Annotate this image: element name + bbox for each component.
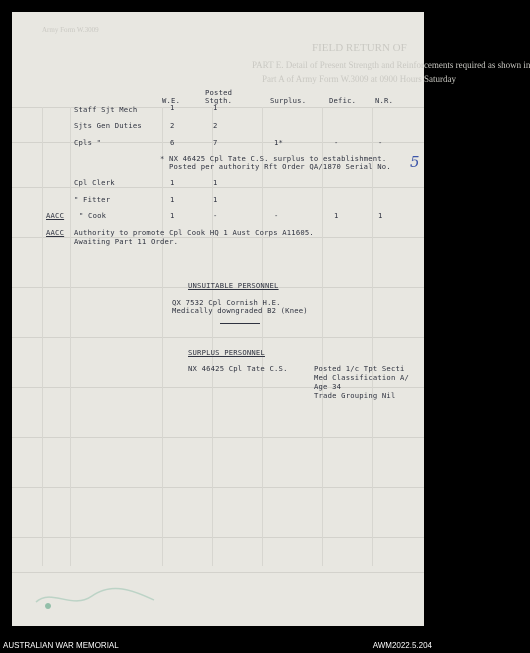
document-sheet: FIELD RETURN OF PART E. Detail of Present Strength and Reinforcements required as shown in Part A of Army Form W.3009 at 0900 Hours Saturday Army Form W.3009 Posted W.E. Stgth. Surplus. Defic. N.R. Staff Sjt Mech 1 1 Sjts Gen Duties 2 2 Cpls " 6 7 1* - - * NX 46425 Cpl Tate C.S. surplus to establishment. Posted per authority Rft Order QA/1870 Serial No. 5 Cpl Clerk 1 1 " Fitter 1 1 AACC " Cook 1 - - 1 1 AACC Authority to promote Cpl Cook HQ 1 Aust Corps A11605. Awaiting Part 11 Order. UNSUITABLE PERSONNEL QX 7532 Cpl Cornish H.E. Medically downgraded B2 (Knee) SURPLUS PERSONNEL NX 46425 Cpl Tate C.S. Posted 1/c Tpt Secti Med Classification A/ Age 34 Trade Grouping Nil — [12, 12, 424, 626]
authority-line1: Authority to promote Cpl Cook HQ 1 Aust Corps A11605. — [74, 228, 314, 237]
row-nr: 1 — [378, 211, 383, 220]
row-stgth: 2 — [213, 121, 218, 130]
column-header-defic: Defic. — [329, 96, 357, 105]
authority-line2: Awaiting Part 11 Order. — [74, 237, 179, 246]
form-bleed-through: FIELD RETURN OF — [312, 42, 407, 54]
row-we: 1 — [170, 178, 175, 187]
surplus-name: NX 46425 Cpl Tate C.S. — [188, 364, 288, 373]
row-stgth: 1 — [213, 178, 218, 187]
surplus-detail: Age 34 — [314, 382, 342, 391]
row-stgth: 7 — [213, 138, 218, 147]
row-label: Staff Sjt Mech — [74, 105, 138, 114]
row-margin-note: AACC — [46, 211, 65, 220]
row-we: 1 — [170, 103, 175, 112]
archive-name: AUSTRALIAN WAR MEMORIAL — [3, 641, 119, 650]
column-header-stgth: Stgth. — [205, 96, 233, 105]
surplus-note-line2: Posted per authority Rft Order QA/1870 Serial No. — [169, 162, 391, 171]
surplus-detail: Trade Grouping Nil — [314, 391, 396, 400]
row-label: " Cook — [79, 211, 107, 220]
unsuitable-heading: UNSUITABLE PERSONNEL — [188, 281, 279, 290]
row-label: " Fitter — [74, 195, 111, 204]
archive-reference: AWM2022.5.204 — [372, 641, 432, 650]
row-we: 6 — [170, 138, 175, 147]
row-we: 1 — [170, 211, 175, 220]
unsuitable-line1: QX 7532 Cpl Cornish H.E. — [172, 298, 281, 307]
row-label: Sjts Gen Duties — [74, 121, 142, 130]
row-nr: - — [378, 138, 383, 147]
row-defic: - — [334, 138, 339, 147]
column-header-surplus: Surplus. — [270, 96, 307, 105]
surplus-detail: Posted 1/c Tpt Secti — [314, 364, 405, 373]
surplus-detail: Med Classification A/ — [314, 373, 410, 382]
header-posted: Posted — [205, 88, 233, 97]
unsuitable-line2: Medically downgraded B2 (Knee) — [172, 306, 308, 315]
row-stgth: 1 — [213, 103, 218, 112]
row-label: Cpl Clerk — [74, 178, 115, 187]
archive-footer — [0, 641, 435, 653]
column-header-we: W.E. — [162, 96, 181, 105]
row-stgth: 1 — [213, 195, 218, 204]
row-surplus: 1* — [274, 138, 284, 147]
surplus-heading: SURPLUS PERSONNEL — [188, 348, 265, 357]
row-label: Cpls " — [74, 138, 102, 147]
authority-margin-note: AACC — [46, 228, 65, 237]
row-stgth: - — [213, 211, 218, 220]
row-we: 1 — [170, 195, 175, 204]
column-header-nr: N.R. — [375, 96, 394, 105]
row-defic: 1 — [334, 211, 339, 220]
faint-stamp-mark — [32, 580, 162, 620]
surplus-note-line1: * NX 46425 Cpl Tate C.S. surplus to establishment. — [160, 154, 387, 163]
row-we: 2 — [170, 121, 175, 130]
row-surplus: - — [274, 211, 279, 220]
section-divider — [220, 323, 260, 324]
handwritten-serial-number: 5 — [410, 153, 420, 171]
